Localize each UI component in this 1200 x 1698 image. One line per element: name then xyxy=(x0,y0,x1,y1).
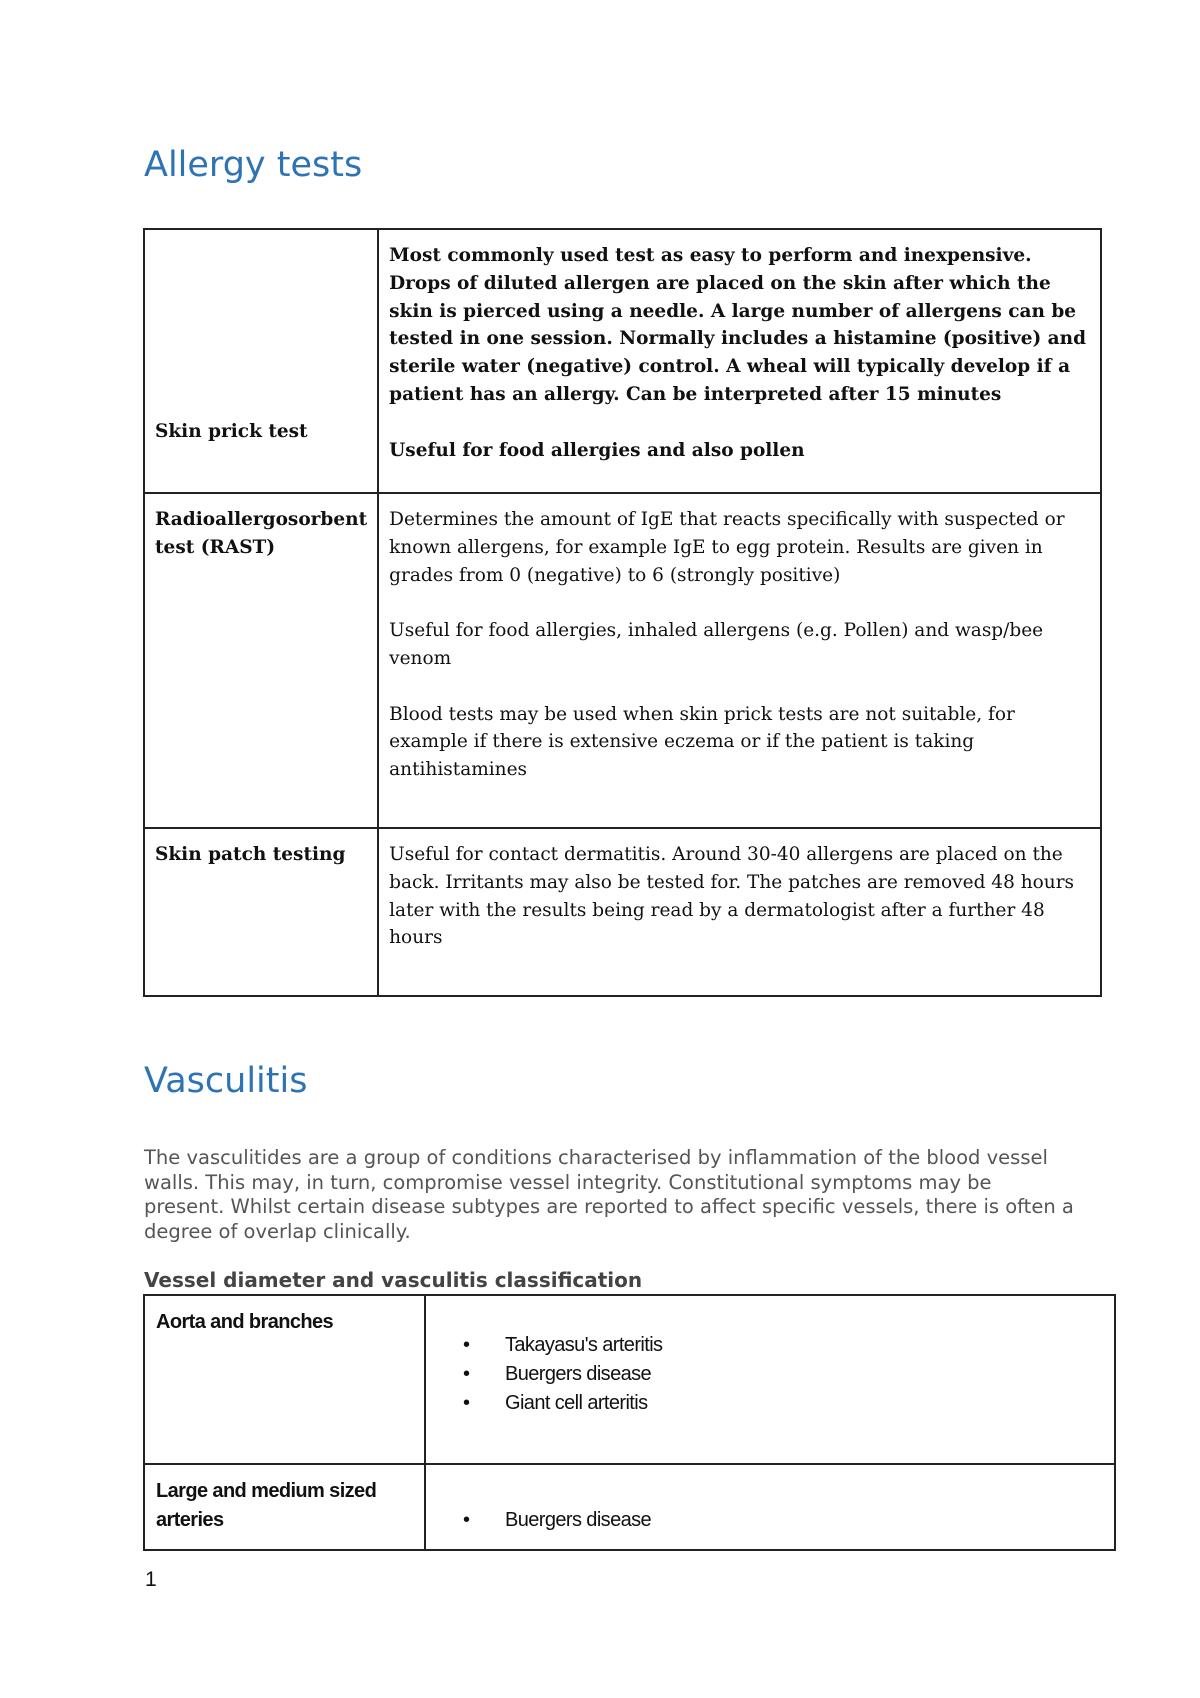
table-row xyxy=(144,493,1101,828)
row-description xyxy=(378,493,1101,828)
description-paragraph: Useful for food allergies, inhaled allergens (e.g. Pollen) and wasp/bee venom xyxy=(389,620,1044,669)
bullet-icon: • xyxy=(463,1334,470,1356)
vessel-classification-table xyxy=(143,1294,1116,1551)
list-item xyxy=(463,1360,1103,1389)
bullet-icon: • xyxy=(463,1363,470,1385)
row-label: Aorta and branches xyxy=(144,1295,425,1464)
list-item-text: Buergers disease xyxy=(505,1509,652,1531)
list-item xyxy=(463,1331,1103,1360)
allergy-tests-table xyxy=(143,228,1102,997)
disease-list xyxy=(437,1331,1103,1418)
list-item-text: Giant cell arteritis xyxy=(505,1392,648,1414)
bullet-icon: • xyxy=(463,1392,470,1414)
description-paragraph: Useful for contact dermatitis. Around 30-40 allergens are placed on the back. Irritants may also be tested for. The patches are removed 48 hours later with the results being read by a dermatologist after a further 48 hours xyxy=(389,844,1075,949)
description-paragraph: Most commonly used test as easy to perform and inexpensive. Drops of diluted allergen are placed on the skin after which the skin is pierced using a needle. A large number of allergens can be tested in one session. Normally includes a histamine (positive) and sterile water (negative) control. A wheal will typically develop if a patient has an allergy. Can be interpreted after 15 minutes xyxy=(389,245,1087,405)
row-items xyxy=(425,1464,1115,1550)
bullet-icon: • xyxy=(463,1509,470,1531)
description-paragraph: Blood tests may be used when skin prick tests are not suitable, for example if there is extensive eczema or if the patient is taking antihistamines xyxy=(389,703,1015,781)
table-row xyxy=(144,828,1101,996)
row-label: Large and medium sized arteries xyxy=(144,1464,425,1550)
page-number: 1 xyxy=(145,1568,157,1591)
row-description xyxy=(378,828,1101,996)
description-paragraph: Useful for food allergies and also pollen xyxy=(389,439,805,461)
table-row xyxy=(144,1295,1115,1464)
row-label: Radioallergosorbent test (RAST) xyxy=(144,493,378,828)
vasculitis-intro-paragraph: The vasculitides are a group of conditions characterised by inflammation of the blood vessel walls. This may, in turn, compromise vessel integrity. Constitutional symptoms may be present. Whilst certain disease subtypes are reported to affect specific vessels, there is often a degree of overlap clinically. xyxy=(144,1146,1074,1243)
row-items xyxy=(425,1295,1115,1464)
table-row xyxy=(144,229,1101,493)
allergy-tests-heading: Allergy tests xyxy=(144,145,363,185)
row-label: Skin patch testing xyxy=(144,828,378,996)
list-item xyxy=(463,1389,1103,1418)
list-item xyxy=(463,1506,1103,1535)
description-paragraph: Determines the amount of IgE that reacts specifically with suspected or known allergens, for example IgE to egg protein. Results are given in grades from 0 (negative) to 6 (strongly positive) xyxy=(389,509,1065,586)
table-row xyxy=(144,1464,1115,1550)
list-item-text: Takayasu's arteritis xyxy=(505,1334,663,1356)
row-label: Skin prick test xyxy=(144,229,378,493)
disease-list xyxy=(437,1506,1103,1535)
row-description xyxy=(378,229,1101,493)
list-item-text: Buergers disease xyxy=(505,1363,652,1385)
vasculitis-heading: Vasculitis xyxy=(144,1061,308,1101)
vessel-classification-title: Vessel diameter and vasculitis classification xyxy=(144,1268,643,1292)
